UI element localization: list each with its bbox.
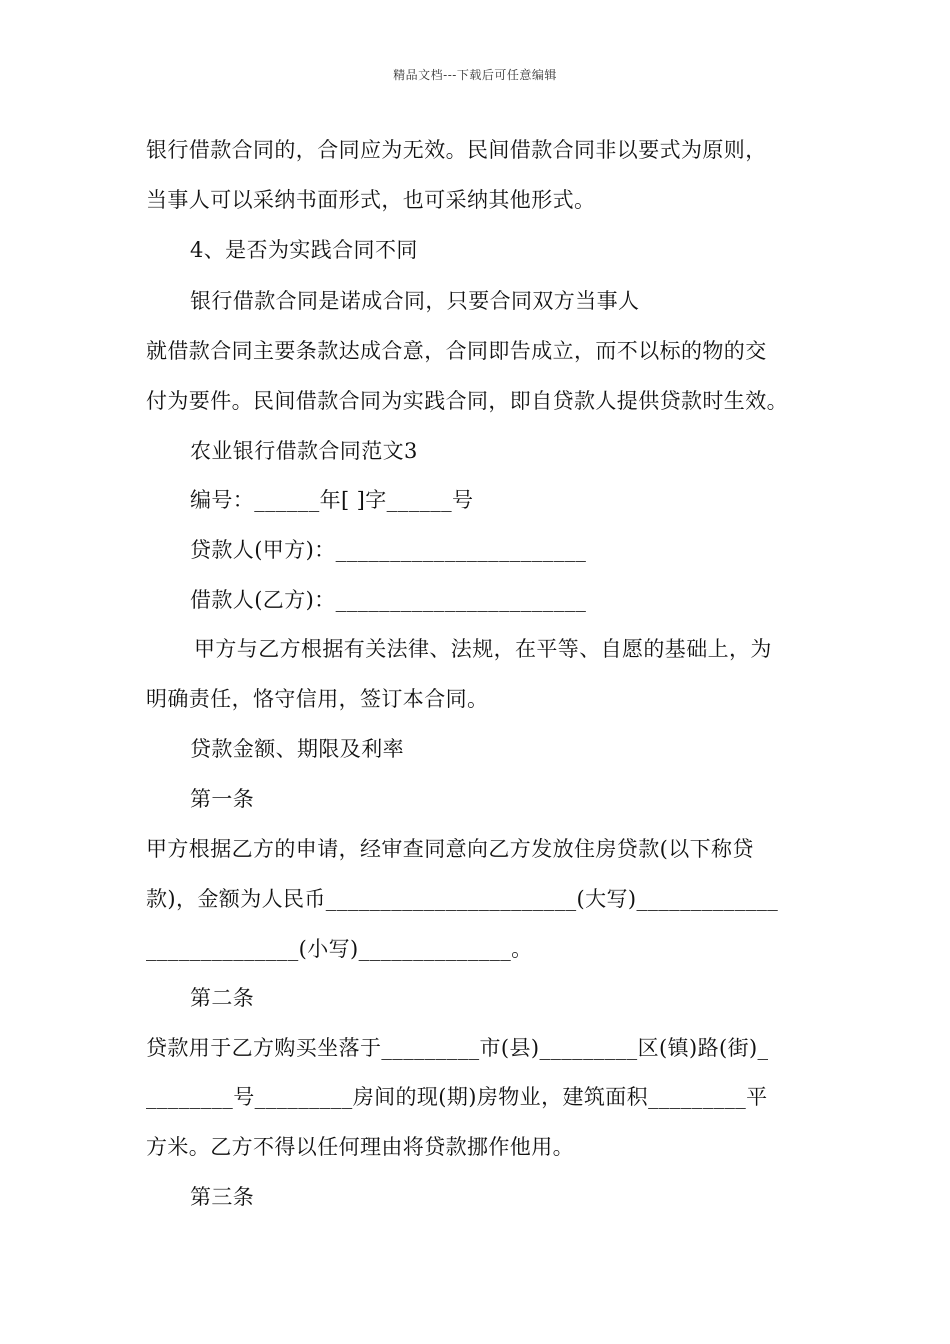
paragraph-line: 明确责任，恪守信用，签订本合同。: [146, 687, 489, 711]
paragraph-line: 甲方与乙方根据有关法律、法规，在平等、自愿的基础上，为: [194, 637, 772, 661]
borrower-field: 借款人(乙方)：_______________________: [190, 588, 587, 612]
property-location-line: 贷款用于乙方购买坐落于_________市(县)_________区(镇)路(街)_: [146, 1036, 769, 1060]
loan-amount-line: 款)，金额为人民币_______________________(大写)_____________: [146, 887, 779, 911]
paragraph-line: 方米。乙方不得以任何理由将贷款挪作他用。: [146, 1135, 574, 1159]
article-heading: 第三条: [190, 1185, 255, 1209]
property-location-line: ________号_________房间的现(期)房物业，建筑面积_________平: [146, 1085, 768, 1109]
paragraph-line: 付为要件。民间借款合同为实践合同，即自贷款人提供贷款时生效。: [146, 389, 788, 413]
section-heading: 4、是否为实践合同不同: [190, 238, 418, 262]
article-heading: 第二条: [190, 986, 255, 1010]
paragraph-line: 甲方根据乙方的申请，经审查同意向乙方发放住房贷款(以下称贷: [146, 837, 754, 861]
paragraph-line: 银行借款合同是诺成合同，只要合同双方当事人: [190, 289, 640, 313]
lender-field: 贷款人(甲方)：_______________________: [190, 538, 587, 562]
loan-amount-line: ______________(小写)______________。: [146, 937, 533, 961]
article-heading: 第一条: [190, 787, 255, 811]
contract-number-field: 编号：______年[ ]字______号: [190, 488, 474, 512]
paragraph-line: 当事人可以采纳书面形式，也可采纳其他形式。: [146, 188, 596, 212]
section-heading: 贷款金额、期限及利率: [190, 737, 404, 761]
paragraph-line: 就借款合同主要条款达成合意，合同即告成立，而不以标的物的交: [146, 339, 767, 363]
document-title: 农业银行借款合同范文3: [190, 439, 418, 463]
paragraph-line: 银行借款合同的，合同应为无效。民间借款合同非以要式为原则，: [146, 138, 767, 162]
page-header: 精品文档---下载后可任意编辑: [393, 68, 557, 82]
